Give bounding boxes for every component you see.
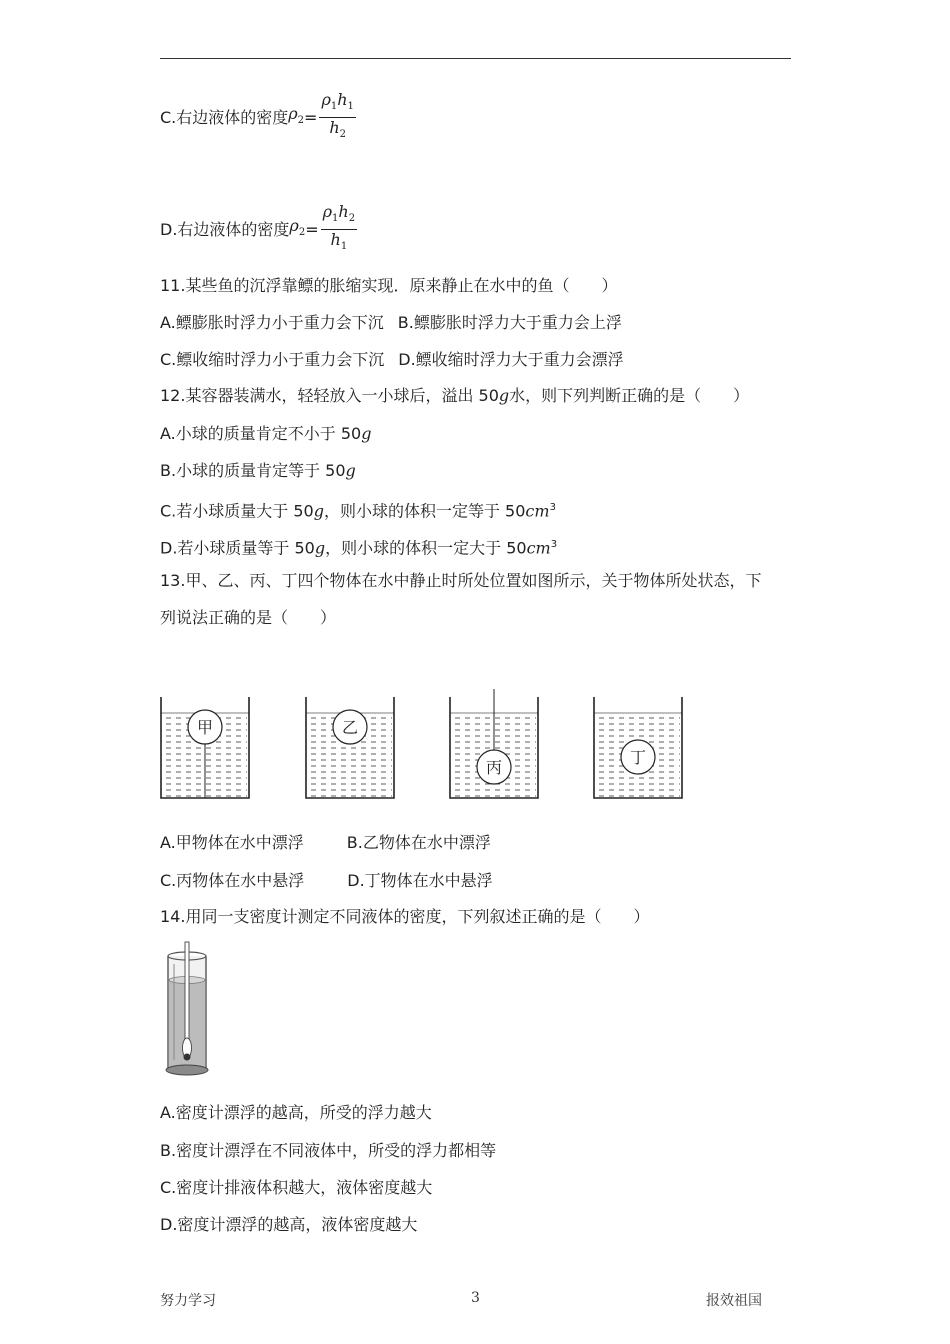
label-bing: 丙: [485, 758, 503, 777]
label-ding: 丁: [629, 748, 647, 767]
q12-stem: 12.某容器装满水，轻轻放入一小球后，溢出 50g水，则下列判断正确的是（ ）: [160, 386, 750, 405]
q13-stem-line1: 13.甲、乙、丙、丁四个物体在水中静止时所处位置如图所示，关于物体所处状态，下: [160, 571, 762, 590]
fraction-rho1h2-over-h1: $\frac{\rho_1h_2}{h_1}$: [322, 202, 356, 253]
q11-options-cd: C.鳔收缩时浮力小于重力会下沉 D.鳔收缩时浮力大于重力会漂浮: [160, 350, 624, 369]
container-ding: [594, 697, 682, 798]
label-yi: 乙: [341, 718, 359, 737]
footer-left: 努力学习: [160, 1293, 216, 1309]
q14-option-a: A.密度计漂浮的越高，所受的浮力越大: [160, 1103, 432, 1122]
q14-option-c: C.密度计排液体积越大，液体密度越大: [160, 1178, 433, 1197]
q12-option-d: D.若小球质量等于 50g，则小球的体积一定大于 $50cm^3$: [160, 538, 558, 558]
footer-right: 报效祖国: [706, 1293, 762, 1309]
hydrometer-figure: [160, 940, 215, 1080]
q14-option-b: B.密度计漂浮在不同液体中，所受的浮力都相等: [160, 1141, 497, 1160]
q10-option-d: D.右边液体的密度 $\rho_2$ = $\frac{\rho_1h_2}{h_1}$: [160, 202, 357, 257]
label-jia: 甲: [196, 718, 214, 737]
q13-stem-line2: 列说法正确的是（ ）: [160, 608, 337, 627]
q13-options-cd: C.丙物体在水中悬浮 D.丁物体在水中悬浮: [160, 871, 493, 890]
container-bing: [450, 689, 538, 798]
container-yi: [306, 697, 394, 798]
q14-stem: 14.用同一支密度计测定不同液体的密度，下列叙述正确的是（ ）: [160, 907, 650, 926]
q12-option-c: C.若小球质量大于 50g，则小球的体积一定等于 $50cm^3$: [160, 501, 556, 521]
fraction-rho1h1-over-h2: $\frac{\rho_1h_1}{h_2}$: [321, 90, 354, 141]
q11-options-ab: A.鳔膨胀时浮力小于重力会下沉 B.鳔膨胀时浮力大于重力会上浮: [160, 313, 622, 332]
page-number: 3: [471, 1290, 480, 1306]
q10-option-c: C.右边液体的密度 $\rho_2$ = $\frac{\rho_1h_1}{h_2}$: [160, 90, 356, 145]
q12-option-b: B.小球的质量肯定等于 50g: [160, 461, 356, 480]
q12-option-a: A.小球的质量肯定不小于 50g: [160, 424, 372, 443]
container-jia: [161, 697, 249, 798]
q14-option-d: D.密度计漂浮的越高，液体密度越大: [160, 1215, 418, 1234]
q13-options-ab: A.甲物体在水中漂浮 B.乙物体在水中漂浮: [160, 833, 491, 852]
q13-figure: [155, 685, 695, 805]
header-rule: [160, 58, 791, 59]
q11-stem: 11.某些鱼的沉浮靠鳔的胀缩实现．原来静止在水中的鱼（ ）: [160, 276, 618, 295]
